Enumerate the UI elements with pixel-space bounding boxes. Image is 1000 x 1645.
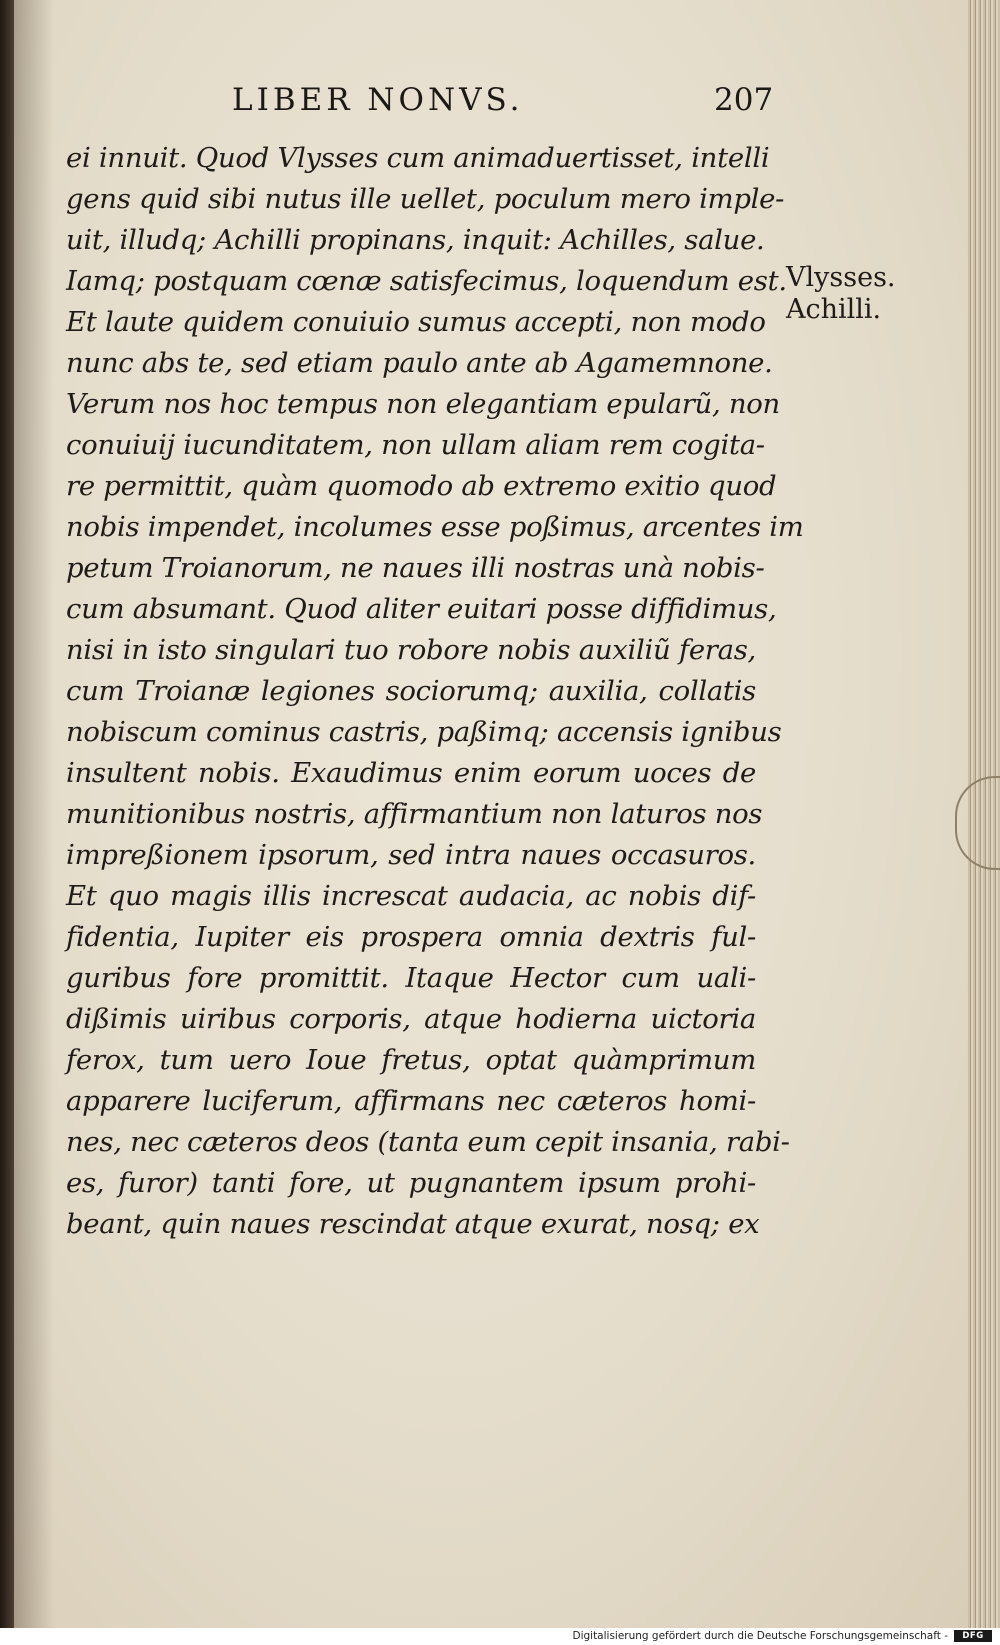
text-line: conuiuij iucunditatem, non ullam aliam rem cogita- — [66, 429, 765, 461]
text-line: es, furor) tanti fore, ut pugnantem ipsum prohi- — [66, 1167, 756, 1199]
text-line: beant, quin naues rescindat atque exurat, nosq; ex — [66, 1208, 760, 1240]
text-line: dißimis uiribus corporis, atque hodierna uictoria — [66, 1003, 756, 1035]
text-line: apparere luciferum, affirmans nec cæteros homi- — [66, 1085, 756, 1117]
page-shadow — [14, 0, 54, 1628]
text-line: Et quo magis illis increscat audacia, ac nobis dif- — [66, 880, 756, 912]
text-line: insultent nobis. Exaudimus enim eorum uoces de — [66, 757, 756, 789]
text-line: nobiscum cominus castris, paßimq; accensis ignibus — [66, 716, 782, 748]
text-line: re permittit, quàm quomodo ab extremo exitio quod — [66, 470, 777, 502]
digitization-footer — [0, 1628, 1000, 1645]
footer-credit: Digitalisierung gefördert durch die Deutsche Forschungsgemeinschaft - — [572, 1630, 948, 1642]
text-line: impreßionem ipsorum, sed intra naues occasuros. — [66, 839, 756, 871]
text-line: ferox, tum uero Ioue fretus, optat quàmprimum — [66, 1044, 756, 1076]
margin-notes — [786, 262, 896, 326]
text-line: nisi in isto singulari tuo robore nobis auxiliũ feras, — [66, 634, 756, 666]
text-line: gens quid sibi nutus ille uellet, poculum mero imple- — [66, 183, 785, 215]
dfg-logo-icon: DFG — [954, 1630, 992, 1642]
running-head: LIBER NONVS. — [232, 82, 524, 118]
text-line: guribus fore promittit. Itaque Hector cum uali- — [66, 962, 756, 994]
text-line: munitionibus nostris, affirmantium non laturos nos — [66, 798, 763, 830]
margin-note: Achilli. — [786, 294, 882, 325]
text-line: cum Troianæ legiones sociorumq; auxilia, collatis — [66, 675, 756, 707]
text-line: nobis impendet, incolumes esse poßimus, arcentes im — [66, 511, 804, 543]
text-line: Verum nos hoc tempus non elegantiam epularũ, non — [66, 388, 780, 420]
text-line: fidentia, Iupiter eis prospera omnia dextris ful- — [66, 921, 756, 953]
text-line: nunc abs te, sed etiam paulo ante ab Agamemnone. — [66, 347, 773, 379]
text-line: petum Troianorum, ne naues illi nostras unà nobis- — [66, 552, 765, 584]
text-line: Iamq; postquam cœnæ satisfecimus, loquendum est. — [66, 265, 787, 297]
page-number: 207 — [714, 82, 774, 118]
body-text — [66, 138, 804, 1245]
text-line: ei innuit. Quod Vlysses cum animaduertisset, intelli — [66, 142, 770, 174]
text-line: Et laute quidem conuiuio sumus accepti, non modo — [66, 306, 766, 338]
text-line: cum absumant. Quod aliter euitari posse diffidimus, — [66, 593, 777, 625]
text-line: nes, nec cæteros deos (tanta eum cepit insania, rabi- — [66, 1126, 790, 1158]
text-line: uit, illudq; Achilli propinans, inquit: Achilles, salue. — [66, 224, 765, 256]
margin-note: Vlysses. — [786, 262, 896, 293]
